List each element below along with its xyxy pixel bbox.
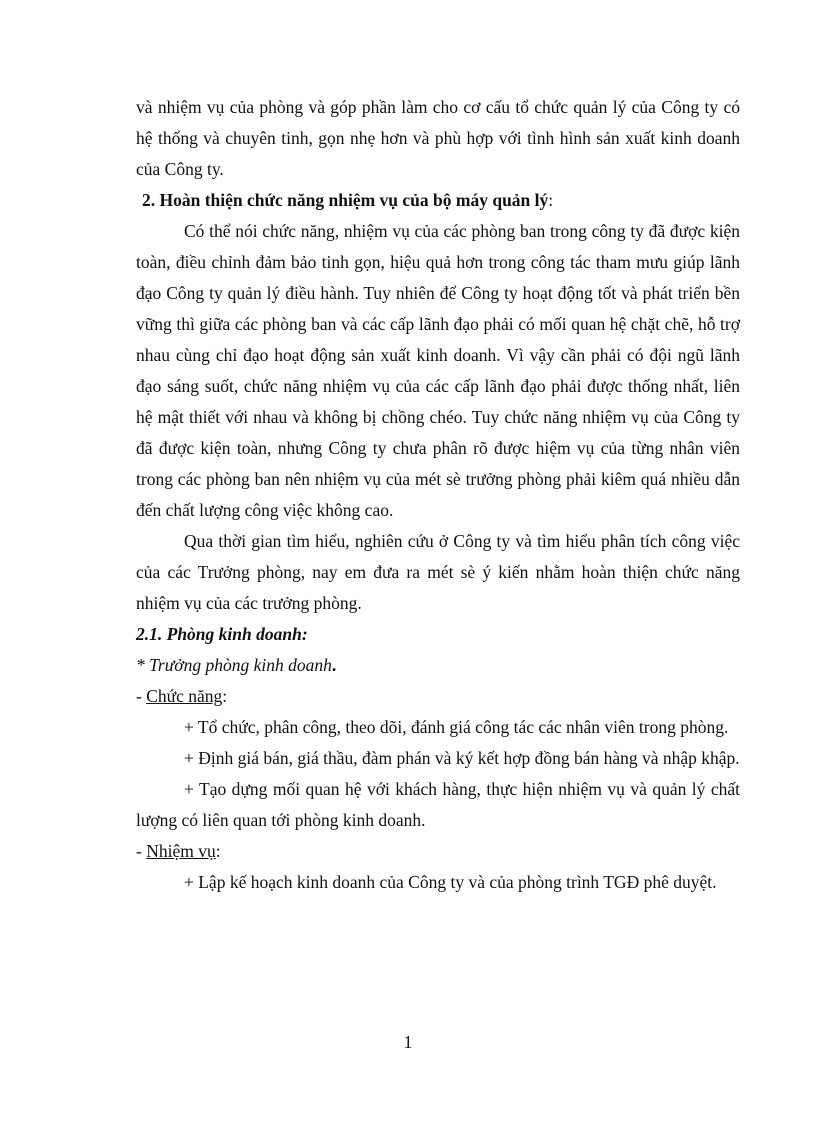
duties-dash: - [136, 841, 147, 861]
function-item: + Tổ chức, phân công, theo dõi, đánh giá công tác các nhân viên trong phòng. [184, 717, 729, 737]
function-item: + Định giá bán, giá thầu, đàm phán và ký kết hợp đồng bán hàng và nhập khập. [184, 748, 740, 768]
intro-paragraph: và nhiệm vụ của phòng và góp phần làm cho cơ cấu tổ chức quản lý của Công ty có hệ thống và chuyên tinh, gọn nhẹ hơn và phù hợp với tình hình sản xuất kinh doanh của Công ty. [136, 97, 740, 179]
duties-label: Nhiệm vụ [146, 841, 216, 861]
function-item: + Tạo dựng mối quan hệ với khách hàng, thực hiện nhiệm vụ và quản lý chất lượng có liên quan tới phòng kinh doanh. [136, 779, 740, 830]
sub-heading-dot: . [331, 655, 337, 675]
functions-dash: - [136, 686, 147, 706]
duties-label-line [136, 836, 740, 867]
paragraph-1: Có thể nói chức năng, nhiệm vụ của các phòng ban trong công ty đã được kiện toàn, điều chỉnh đảm bảo tinh gọn, hiệu quả hơn trong công tác tham mưu giúp lãnh đạo Công ty quản lý điều hành. Tuy nhiên để Công ty hoạt động tốt và phát triển bền vững thì giữa các phòng ban và các cấp lãnh đạo phải có mối quan hệ chặt chẽ, hỗ trợ nhau cùng chỉ đạo hoạt động sản xuất kinh doanh. Vì vậy cần phải có đội ngũ lãnh đạo sáng suốt, chức năng nhiệm vụ của các cấp lãnh đạo phải được thống nhất, liên hệ mật thiết với nhau và không bị chồng chéo. Tuy chức năng nhiệm vụ của Công ty đã được kiện toàn, nhưng Công ty chưa phân rõ được hiệm vụ của từng nhân viên trong các phòng ban nên nhiệm vụ của mét sè trưởng phòng phải kiêm quá nhiều dẫn đến chất lượng công việc không cao. [136, 221, 740, 520]
functions-label: Chức năng [146, 686, 223, 706]
section-heading-2 [136, 185, 740, 216]
subsection-heading-2-1: 2.1. Phòng kinh doanh: [136, 624, 308, 644]
sub-heading [136, 650, 740, 681]
duty-item: + Lập kế hoạch kinh doanh của Công ty và của phòng trình TGĐ phê duyệt. [184, 872, 717, 892]
paragraph-2: Qua thời gian tìm hiểu, nghiên cứu ở Công ty và tìm hiểu phân tích công việc của các Trưởng phòng, nay em đưa ra mét sè ý kiến nhằm hoàn thiện chức năng nhiệm vụ của các trưởng phòng. [136, 531, 740, 613]
functions-colon: : [222, 686, 228, 706]
document-body [136, 92, 740, 898]
section-heading-2-colon: : [548, 190, 554, 210]
duties-colon: : [215, 841, 221, 861]
section-heading-2-text: 2. Hoàn thiện chức năng nhiệm vụ của bộ máy quản lý [142, 190, 549, 210]
page-number: 1 [403, 1032, 413, 1052]
functions-label-line [136, 681, 740, 712]
sub-heading-text: * Trưởng phòng kinh doanh [136, 655, 332, 675]
